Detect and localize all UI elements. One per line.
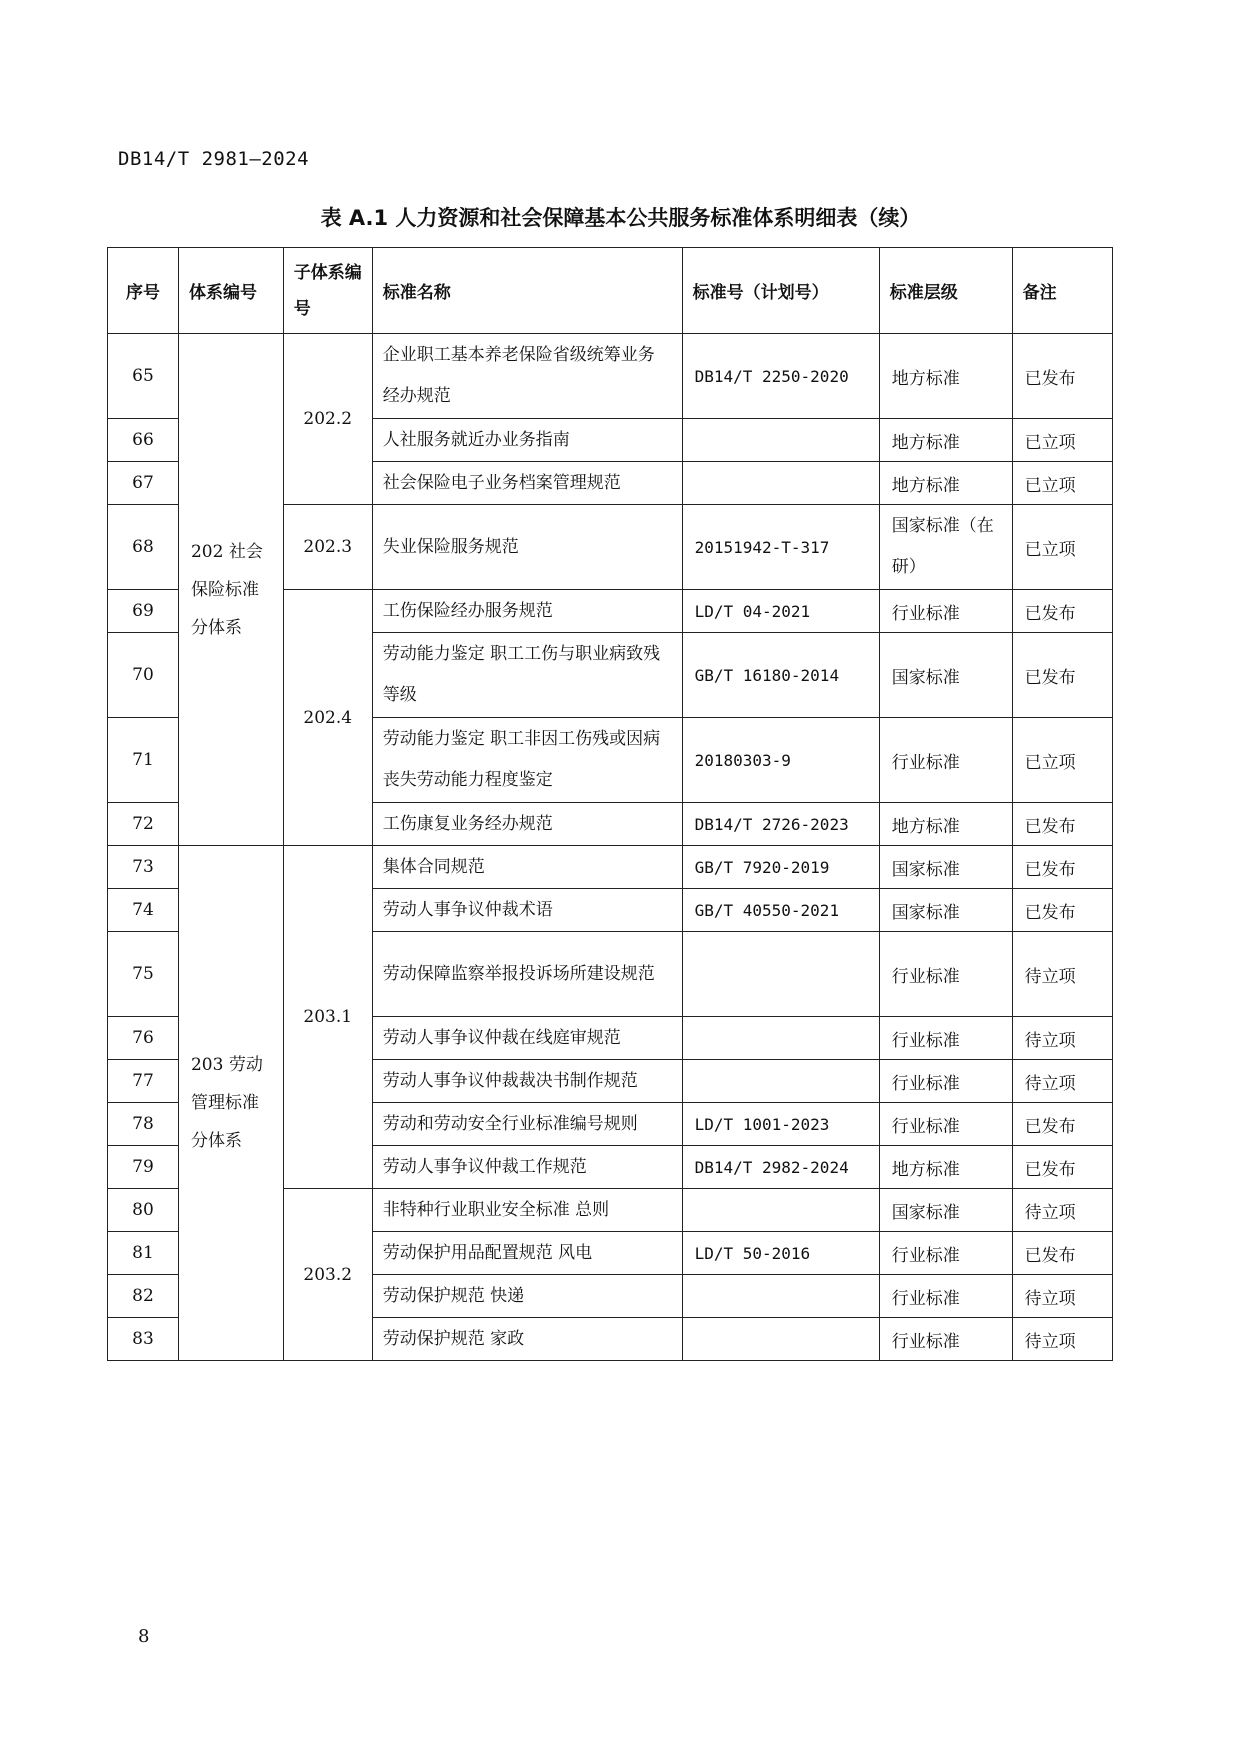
standard-name-cell: 工伤康复业务经办规范	[372, 803, 682, 846]
sub-system-code-cell: 202.4	[283, 590, 372, 846]
note-cell: 待立项	[1012, 1017, 1112, 1060]
seq-cell: 82	[108, 1275, 179, 1318]
standard-no-cell: LD/T 50-2016	[682, 1232, 879, 1275]
level-cell: 国家标准	[879, 633, 1012, 718]
seq-cell: 78	[108, 1103, 179, 1146]
standard-name-cell: 劳动人事争议仲裁术语	[372, 889, 682, 932]
note-cell: 已立项	[1012, 718, 1112, 803]
system-code-cell: 202 社会保险标准分体系	[178, 334, 283, 846]
standard-name-cell: 劳动保护规范 快递	[372, 1275, 682, 1318]
standard-no-cell: LD/T 1001-2023	[682, 1103, 879, 1146]
standard-name-cell: 社会保险电子业务档案管理规范	[372, 462, 682, 505]
sub-system-code-cell: 202.2	[283, 334, 372, 505]
seq-cell: 75	[108, 932, 179, 1017]
level-cell: 国家标准	[879, 889, 1012, 932]
standard-no-cell: DB14/T 2250-2020	[682, 334, 879, 419]
standard-name-cell: 劳动保护用品配置规范 风电	[372, 1232, 682, 1275]
system-code-cell: 203 劳动管理标准分体系	[178, 846, 283, 1361]
standard-no-cell: 20151942-T-317	[682, 505, 879, 590]
standard-no-cell	[682, 1189, 879, 1232]
standard-name-cell: 劳动能力鉴定 职工工伤与职业病致残等级	[372, 633, 682, 718]
level-cell: 行业标准	[879, 718, 1012, 803]
level-cell: 地方标准	[879, 462, 1012, 505]
standard-no-cell: GB/T 7920-2019	[682, 846, 879, 889]
col-header-seq: 序号	[108, 248, 179, 334]
standard-name-cell: 工伤保险经办服务规范	[372, 590, 682, 633]
col-header-standard-name: 标准名称	[372, 248, 682, 334]
standard-name-cell: 劳动和劳动安全行业标准编号规则	[372, 1103, 682, 1146]
note-cell: 已立项	[1012, 505, 1112, 590]
seq-cell: 76	[108, 1017, 179, 1060]
note-cell: 已发布	[1012, 1146, 1112, 1189]
level-cell: 行业标准	[879, 1232, 1012, 1275]
level-cell: 国家标准	[879, 1189, 1012, 1232]
note-cell: 已立项	[1012, 419, 1112, 462]
standard-name-cell: 劳动人事争议仲裁在线庭审规范	[372, 1017, 682, 1060]
note-cell: 待立项	[1012, 932, 1112, 1017]
seq-cell: 69	[108, 590, 179, 633]
col-header-note: 备注	[1012, 248, 1112, 334]
standard-no-cell	[682, 1318, 879, 1361]
sub-system-code-cell: 202.3	[283, 505, 372, 590]
level-cell: 地方标准	[879, 1146, 1012, 1189]
seq-cell: 83	[108, 1318, 179, 1361]
level-cell: 地方标准	[879, 334, 1012, 419]
seq-cell: 74	[108, 889, 179, 932]
note-cell: 待立项	[1012, 1189, 1112, 1232]
standard-no-cell: 20180303-9	[682, 718, 879, 803]
note-cell: 已发布	[1012, 1232, 1112, 1275]
note-cell: 已发布	[1012, 846, 1112, 889]
level-cell: 行业标准	[879, 932, 1012, 1017]
note-cell: 待立项	[1012, 1060, 1112, 1103]
standard-name-cell: 劳动人事争议仲裁裁决书制作规范	[372, 1060, 682, 1103]
standard-no-cell: GB/T 40550-2021	[682, 889, 879, 932]
standard-no-cell	[682, 932, 879, 1017]
standard-no-cell	[682, 1017, 879, 1060]
standard-name-cell: 劳动保障监察举报投诉场所建设规范	[372, 932, 682, 1017]
standard-no-cell: LD/T 04-2021	[682, 590, 879, 633]
level-cell: 行业标准	[879, 1103, 1012, 1146]
standard-name-cell: 劳动保护规范 家政	[372, 1318, 682, 1361]
note-cell: 待立项	[1012, 1275, 1112, 1318]
table-header-row	[108, 248, 1113, 334]
standard-no-cell	[682, 1060, 879, 1103]
standard-no-cell	[682, 462, 879, 505]
seq-cell: 71	[108, 718, 179, 803]
level-cell: 行业标准	[879, 590, 1012, 633]
table-row	[108, 334, 1113, 419]
seq-cell: 80	[108, 1189, 179, 1232]
standard-name-cell: 非特种行业职业安全标准 总则	[372, 1189, 682, 1232]
table-title: 表 A.1 人力资源和社会保障基本公共服务标准体系明细表（续）	[320, 206, 921, 230]
standards-table	[107, 247, 1113, 1361]
table-row	[108, 846, 1113, 889]
sub-system-code-cell: 203.1	[283, 846, 372, 1189]
note-cell: 已发布	[1012, 1103, 1112, 1146]
level-cell: 国家标准	[879, 846, 1012, 889]
standard-name-cell: 企业职工基本养老保险省级统筹业务经办规范	[372, 334, 682, 419]
level-cell: 国家标准（在研）	[879, 505, 1012, 590]
seq-cell: 81	[108, 1232, 179, 1275]
standard-no-cell: DB14/T 2982-2024	[682, 1146, 879, 1189]
col-header-sub-system-code: 子体系编号	[283, 248, 372, 334]
standard-no-cell	[682, 419, 879, 462]
standard-name-cell: 劳动能力鉴定 职工非因工伤残或因病丧失劳动能力程度鉴定	[372, 718, 682, 803]
level-cell: 行业标准	[879, 1275, 1012, 1318]
seq-cell: 65	[108, 334, 179, 419]
seq-cell: 77	[108, 1060, 179, 1103]
col-header-level: 标准层级	[879, 248, 1012, 334]
level-cell: 行业标准	[879, 1318, 1012, 1361]
sub-system-code-cell: 203.2	[283, 1189, 372, 1361]
standard-no-cell	[682, 1275, 879, 1318]
document-id: DB14/T 2981—2024	[118, 148, 310, 170]
note-cell: 已立项	[1012, 462, 1112, 505]
note-cell: 已发布	[1012, 334, 1112, 419]
standard-no-cell: GB/T 16180-2014	[682, 633, 879, 718]
col-header-standard-no: 标准号（计划号）	[682, 248, 879, 334]
seq-cell: 72	[108, 803, 179, 846]
seq-cell: 68	[108, 505, 179, 590]
level-cell: 行业标准	[879, 1017, 1012, 1060]
note-cell: 已发布	[1012, 590, 1112, 633]
note-cell: 待立项	[1012, 1318, 1112, 1361]
seq-cell: 70	[108, 633, 179, 718]
seq-cell: 66	[108, 419, 179, 462]
standard-name-cell: 劳动人事争议仲裁工作规范	[372, 1146, 682, 1189]
standard-name-cell: 人社服务就近办业务指南	[372, 419, 682, 462]
standard-name-cell: 失业保险服务规范	[372, 505, 682, 590]
seq-cell: 73	[108, 846, 179, 889]
seq-cell: 79	[108, 1146, 179, 1189]
level-cell: 地方标准	[879, 419, 1012, 462]
page-number: 8	[138, 1626, 150, 1647]
level-cell: 地方标准	[879, 803, 1012, 846]
note-cell: 已发布	[1012, 803, 1112, 846]
col-header-system-code: 体系编号	[178, 248, 283, 334]
note-cell: 已发布	[1012, 633, 1112, 718]
standard-no-cell: DB14/T 2726-2023	[682, 803, 879, 846]
note-cell: 已发布	[1012, 889, 1112, 932]
standard-name-cell: 集体合同规范	[372, 846, 682, 889]
seq-cell: 67	[108, 462, 179, 505]
level-cell: 行业标准	[879, 1060, 1012, 1103]
